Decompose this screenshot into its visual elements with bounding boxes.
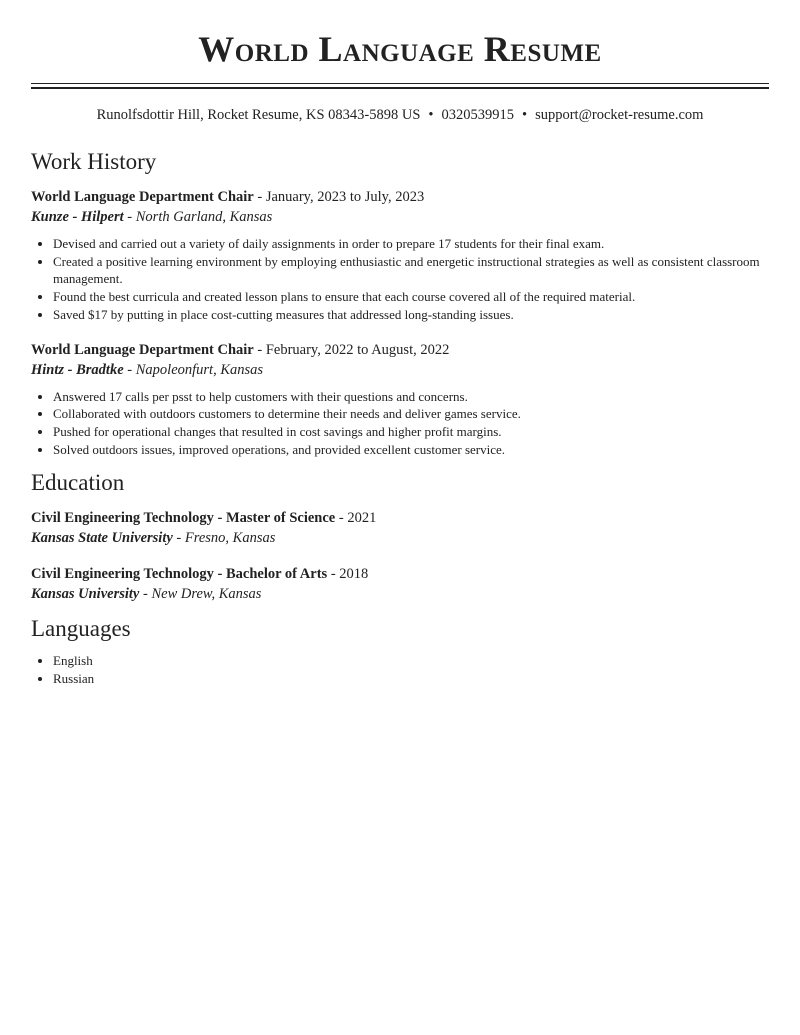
job-entry	[31, 340, 769, 459]
job-role: World Language Department Chair	[31, 341, 254, 358]
job-location: North Garland, Kansas	[135, 209, 273, 225]
education-location: Fresno, Kansas	[184, 530, 276, 547]
education-entry	[31, 508, 769, 548]
job-dates: January, 2023 to July, 2023	[265, 189, 425, 205]
education-entry	[31, 564, 769, 604]
job-dates: February, 2022 to August, 2022	[265, 341, 450, 358]
education-year: 2021	[347, 510, 377, 527]
education-degree: Civil Engineering Technology - Bachelor of Arts	[31, 566, 328, 583]
job-duty-item: • Found the best curricula and created lesson plans to ensure that each course covered all of the required material.	[53, 288, 769, 306]
language-item: • English	[53, 652, 769, 670]
job-header: World Language Department Chair - February, 2022 to August, 2022	[31, 341, 450, 358]
job-employer: Kunze - Hilpert - North Garland, Kansas	[31, 209, 273, 225]
job-company: Kunze - Hilpert	[31, 209, 124, 225]
education-school: Kansas State University	[31, 530, 173, 547]
work-history-heading: Work History	[31, 149, 157, 174]
resume-title: World Language Resume	[198, 29, 602, 69]
title-divider-thin	[31, 83, 769, 84]
job-entry	[31, 187, 769, 324]
education-header: Civil Engineering Technology - Bachelor of Arts - 2018	[31, 566, 369, 583]
job-duty-item: • Created a positive learning environment by employing enthusiastic and energetic instructional strategies as well as consistent classroom management.	[53, 253, 769, 288]
contact-separator: •	[428, 107, 434, 123]
title-divider-thick	[31, 87, 769, 89]
job-role: World Language Department Chair	[31, 189, 254, 205]
job-duties	[31, 388, 769, 459]
contact-separator: •	[521, 107, 528, 123]
job-duty-item: • Answered 17 calls per psst to help customers with their questions and concerns.	[53, 388, 769, 406]
job-duty-item: • Saved $17 by putting in place cost-cutting measures that addressed long-standing issues.	[53, 306, 769, 324]
languages-heading: Languages	[31, 616, 131, 642]
education-year: 2018	[339, 566, 369, 583]
contact-address: Runolfsdottir Hill, Rocket Resume, KS 08343-5898 US	[96, 107, 421, 123]
education-degree: Civil Engineering Technology - Master of Science	[31, 510, 336, 527]
job-location: Napoleonfurt, Kansas	[135, 361, 264, 378]
job-employer: Hintz - Bradtke - Napoleonfurt, Kansas	[31, 361, 264, 378]
job-header: World Language Department Chair - January, 2023 to July, 2023	[31, 189, 425, 205]
job-duty-item: • Devised and carried out a variety of daily assignments in order to prepare 17 students for their final exam.	[53, 235, 769, 253]
job-duty-item: • Solved outdoors issues, improved operations, and provided excellent customer service.	[53, 441, 769, 459]
language-item: • Russian	[53, 670, 769, 688]
job-company: Hintz - Bradtke	[31, 361, 124, 378]
contact-email[interactable]: support@rocket-resume.com	[535, 107, 704, 123]
job-duty-item: • Collaborated with outdoors customers to determine their needs and deliver games service.	[53, 405, 769, 423]
education-header: Civil Engineering Technology - Master of Science - 2021	[31, 510, 377, 527]
contact-line	[31, 105, 769, 125]
job-duties	[31, 235, 769, 324]
education-school: Kansas University	[31, 586, 140, 603]
education-school-line: Kansas University - New Drew, Kansas	[31, 586, 262, 603]
education-location: New Drew, Kansas	[151, 586, 262, 603]
job-duty-item: • Pushed for operational changes that resulted in cost savings and higher profit margins.	[53, 423, 769, 441]
education-heading: Education	[31, 470, 125, 496]
languages-list	[31, 652, 769, 687]
contact-phone: 0320539915	[441, 107, 514, 123]
education-school-line: Kansas State University - Fresno, Kansas	[31, 530, 276, 547]
